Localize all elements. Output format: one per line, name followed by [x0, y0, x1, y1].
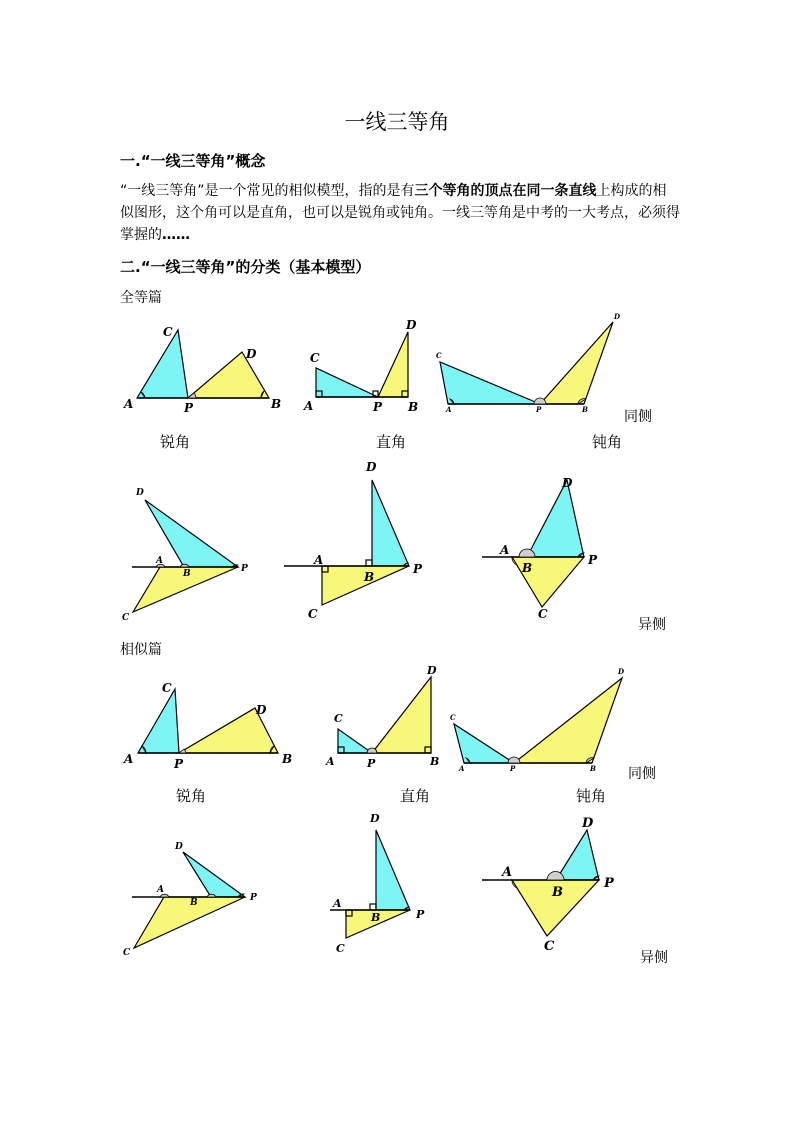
point-c: C	[436, 351, 442, 360]
point-p: P	[250, 893, 257, 903]
right-angle-mark	[370, 904, 376, 910]
point-c: C	[538, 607, 548, 621]
point-a: A	[446, 405, 452, 414]
point-b: B	[408, 400, 419, 414]
triangle-apc	[338, 729, 372, 753]
point-c: C	[123, 948, 131, 958]
triangle-pbd	[514, 678, 622, 763]
triangle-pbd	[378, 332, 408, 397]
point-b: B	[552, 885, 563, 900]
right-angle-mark	[366, 560, 372, 566]
point-a: A	[156, 556, 163, 566]
point-d: D	[370, 812, 380, 825]
congruent-label: 全等篇	[120, 290, 162, 306]
point-c: C	[308, 607, 318, 621]
similar-label: 相似篇	[120, 642, 162, 658]
point-p: P	[184, 401, 194, 415]
para-part-2: 上构成的相似图形，这个角可以是直角，也可以是锐角或钝角。一线三等角是中考的一大考点，必须得掌握的	[120, 183, 680, 243]
angle-mark	[508, 757, 520, 763]
point-a: A	[157, 885, 164, 895]
point-a: A	[124, 752, 134, 766]
point-d: D	[427, 664, 437, 677]
angle-mark	[179, 749, 186, 753]
point-c: C	[544, 939, 555, 954]
fig-similar-acute-opposite	[120, 836, 270, 961]
congruent-caption-right: 直角	[376, 433, 407, 451]
triangle-pbd	[372, 677, 431, 753]
para-bold: 三个等角的顶点在同一条直线	[414, 183, 597, 199]
section-heading-concept: 一.“一线三等角”概念	[120, 152, 266, 170]
similar-same-side-label: 同侧	[628, 766, 656, 782]
point-d: D	[618, 667, 625, 676]
point-d: D	[562, 476, 573, 490]
fig-similar-right-same	[322, 662, 452, 772]
point-b: B	[430, 755, 440, 768]
triangle-apc	[454, 724, 514, 763]
section-heading-classification: 二.“一线三等角”的分类（基本模型）	[120, 258, 371, 276]
point-p: P	[510, 764, 516, 773]
point-d: D	[582, 816, 594, 831]
point-c: C	[122, 613, 130, 623]
point-b: B	[371, 911, 381, 924]
point-d: D	[175, 842, 183, 852]
similar-opposite-side-label: 异侧	[640, 950, 668, 966]
triangle-apc	[137, 330, 188, 398]
point-c: C	[450, 713, 456, 722]
point-b: B	[282, 752, 293, 766]
point-b: B	[364, 570, 375, 584]
point-d: D	[406, 318, 417, 332]
point-d: D	[614, 312, 621, 321]
similar-caption-acute: 锐角	[176, 787, 207, 805]
triangle-apc	[440, 362, 540, 404]
point-p: P	[373, 400, 383, 414]
triangle-bpd	[372, 480, 409, 566]
point-c: C	[310, 351, 320, 365]
fig-similar-obtuse-opposite	[482, 812, 622, 957]
point-b: B	[522, 561, 533, 575]
angle-mark	[188, 393, 196, 398]
congruent-same-side-label: 同侧	[624, 409, 652, 425]
triangle-bpd	[376, 830, 410, 910]
fig-congruent-right-same	[300, 318, 430, 418]
triangle-apd	[527, 480, 584, 557]
point-b: B	[183, 569, 191, 579]
para-part-1: “一线三等角”是一个常见的相似模型，指的是有	[120, 183, 415, 199]
point-a: A	[314, 553, 324, 567]
point-b: B	[190, 898, 198, 908]
point-a: A	[459, 764, 465, 773]
point-b: B	[582, 405, 588, 414]
fig-congruent-acute-opposite	[120, 480, 260, 625]
point-d: D	[246, 347, 257, 361]
congruent-opposite-side-label: 异侧	[638, 617, 666, 633]
point-a: A	[500, 543, 510, 557]
point-a: A	[326, 755, 335, 768]
triangle-apc	[138, 689, 179, 753]
point-p: P	[413, 562, 423, 576]
point-d: D	[136, 488, 144, 498]
triangle-pbd	[188, 352, 269, 398]
point-c: C	[336, 942, 345, 955]
similar-caption-right: 直角	[400, 787, 431, 805]
point-p: P	[241, 564, 248, 574]
page-title: 一线三等角	[344, 110, 450, 134]
fig-congruent-obtuse-opposite	[482, 472, 612, 622]
point-p: P	[588, 553, 598, 567]
similar-caption-obtuse: 钝角	[576, 787, 607, 805]
point-d: D	[366, 460, 377, 474]
congruent-caption-obtuse: 钝角	[592, 433, 623, 451]
point-b: B	[590, 764, 596, 773]
fig-congruent-acute-same	[118, 318, 298, 418]
point-b: B	[271, 397, 282, 411]
point-p: P	[416, 908, 425, 921]
point-p: P	[604, 876, 614, 891]
point-c: C	[163, 325, 173, 339]
fig-similar-right-opposite	[328, 808, 438, 958]
fig-similar-acute-same	[118, 672, 298, 772]
congruent-caption-acute: 锐角	[160, 433, 191, 451]
point-a: A	[304, 399, 314, 413]
point-p: P	[536, 405, 542, 414]
point-a: A	[502, 865, 513, 880]
para-ellipsis: ……	[162, 227, 190, 243]
triangle-pbd	[540, 322, 613, 404]
point-c: C	[334, 712, 343, 725]
triangle-apd	[183, 852, 245, 897]
fig-similar-obtuse-same	[446, 668, 636, 778]
fig-congruent-obtuse-same	[430, 310, 630, 414]
triangle-apd	[556, 830, 599, 880]
point-a: A	[333, 897, 342, 910]
triangle-apc	[316, 368, 378, 397]
concept-paragraph	[120, 180, 680, 246]
fig-congruent-right-opposite	[282, 458, 432, 628]
point-p: P	[174, 757, 184, 771]
point-c: C	[162, 681, 172, 695]
point-d: D	[256, 703, 267, 717]
point-a: A	[124, 397, 134, 411]
point-p: P	[367, 757, 376, 770]
